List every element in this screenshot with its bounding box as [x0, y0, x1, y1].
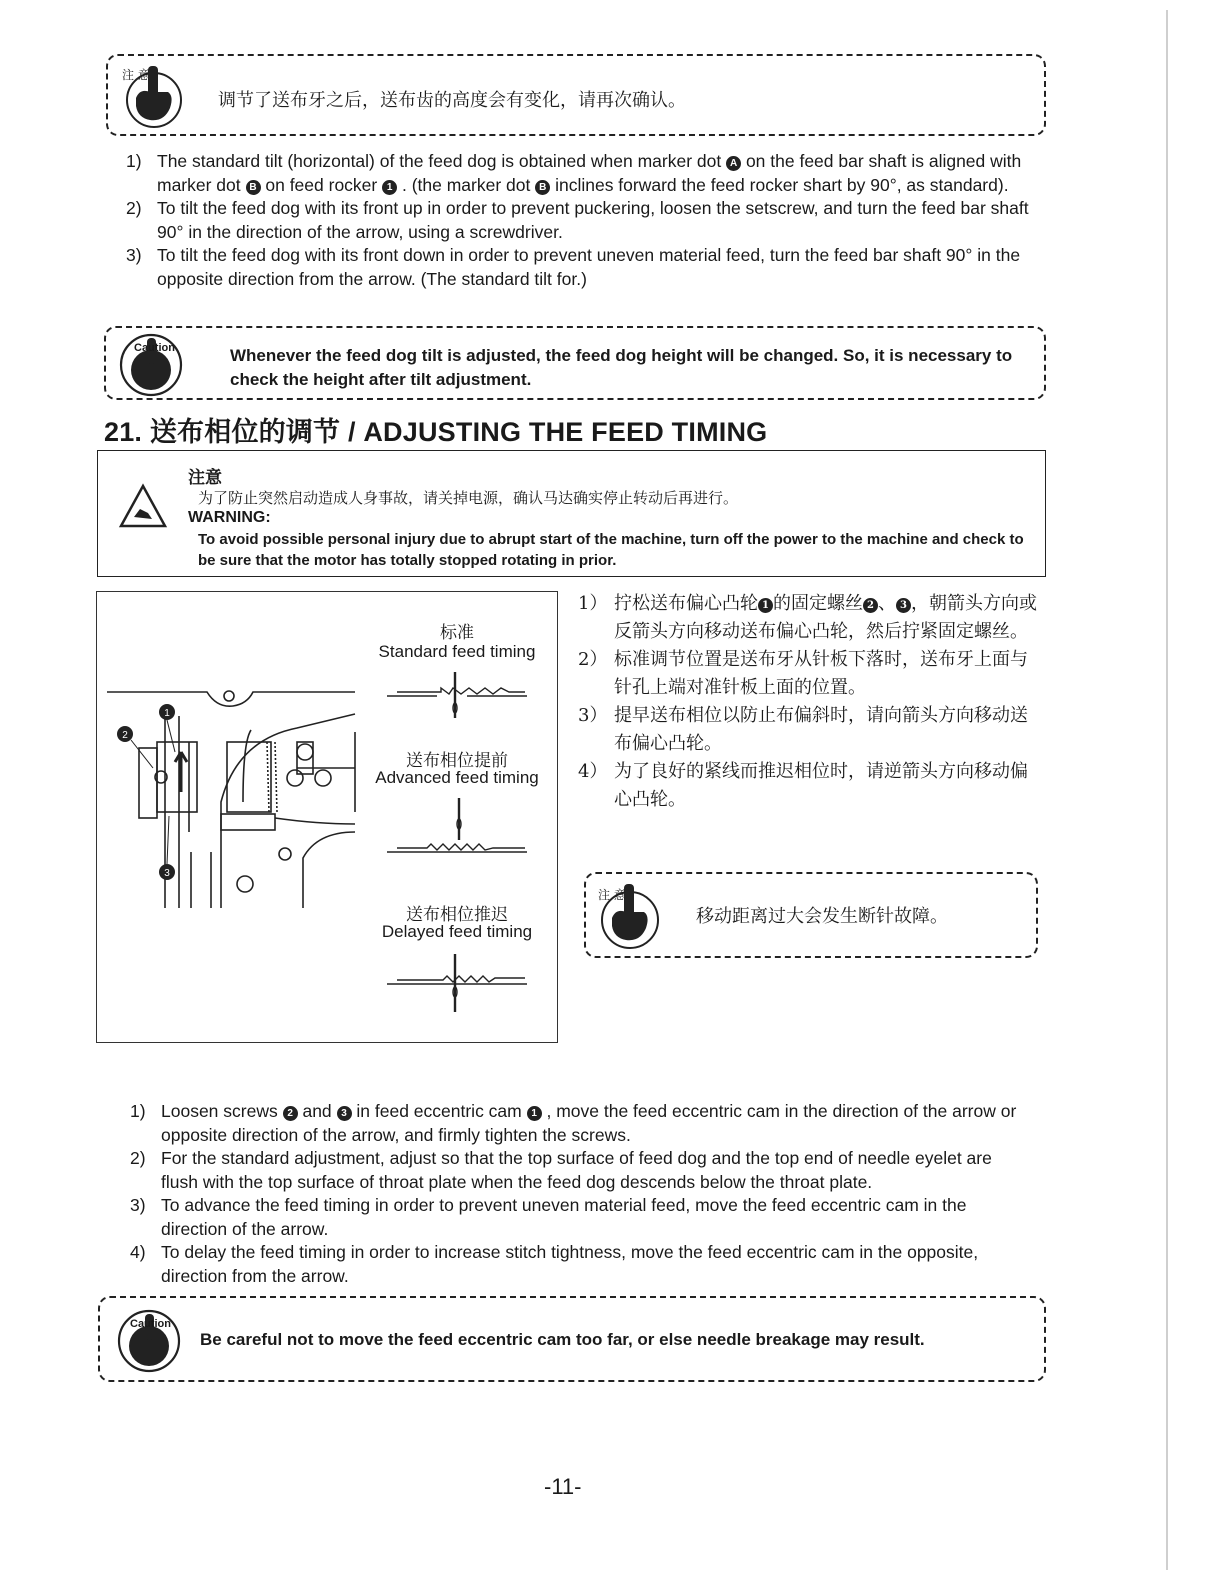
marker-1-badge: 1	[758, 598, 773, 613]
list-item: 2) For the standard adjustment, adjust so that the top surface of feed dog and the top end of needle eyelet are flush with the top surface of throat plate when the feed dog descends below the throat plate.	[130, 1148, 992, 1192]
section-number: 21.	[104, 417, 143, 447]
warning-title-en: WARNING:	[188, 509, 271, 526]
marker-b-badge: B	[535, 180, 550, 195]
list-item: 3） 提早送布相位以防止布偏斜时，请向箭头方向移动送布偏心凸轮。	[578, 705, 1028, 754]
standard-caption-cn: 标准	[440, 623, 474, 643]
tilt-steps-list	[126, 150, 1044, 291]
standard-caption-en: Standard feed timing	[378, 642, 536, 661]
warning-text-cn: 为了防止突然启动造成人身事故，请关掉电源，确认马达确实停止转动后再进行。	[198, 489, 739, 507]
list-item: 1) Loosen screws 2 and 3 in feed eccentric cam 1 , move the feed eccentric cam in the direction of the arrow or opposite direction of the arrow, and firmly tighten the screws.	[130, 1101, 1017, 1145]
list-item: 2） 标准调节位置是送布牙从针板下落时，送布牙上面与针孔上端对准针板上面的位置。	[578, 649, 1028, 698]
top-note-icon-label: 注 意	[122, 68, 150, 82]
delayed-caption-en: Delayed feed timing	[381, 922, 533, 941]
callout-2: 2	[122, 730, 128, 741]
feed-timing-figure	[96, 591, 558, 1043]
section-separator: /	[340, 417, 364, 447]
warning-text-en: To avoid possible personal injury due to abrupt start of the machine, turn off the power to the machine and check to be sure that the motor has totally stopped rotating in prior.	[198, 531, 1024, 569]
marker-3-badge: 3	[337, 1106, 352, 1121]
advanced-caption-cn: 送布相位提前	[406, 751, 508, 771]
advanced-caption-en: Advanced feed timing	[375, 768, 539, 787]
list-item: 3) To tilt the feed dog with its front down in order to prevent uneven material feed, turn the feed bar shaft 90° in the opposite direction from the arrow. (The standard tilt for.)	[126, 245, 1021, 289]
caution-icon-label: Caution	[134, 342, 175, 354]
top-note-box	[106, 54, 1046, 136]
callout-3: 3	[164, 868, 170, 879]
callout-1: 1	[164, 708, 170, 719]
caution-icon-label: Caution	[130, 1318, 171, 1330]
caution-box-2	[98, 1296, 1046, 1382]
section-heading	[104, 410, 767, 449]
warning-triangle-icon	[118, 483, 168, 529]
mid-note-icon-label: 注 意	[598, 888, 626, 902]
list-item: 1) The standard tilt (horizontal) of the feed dog is obtained when marker dot A on the feed bar shaft is aligned with marker dot B on feed rocker 1 . (the marker dot B inclines forward the feed rocker shart by 90°, as standard).	[126, 151, 1022, 195]
marker-b-badge: B	[246, 180, 261, 195]
list-item: 4) To delay the feed timing in order to increase stitch tightness, move the feed eccentric cam in the opposite, direction from the arrow.	[130, 1242, 979, 1286]
list-item: 3) To advance the feed timing in order to prevent uneven material feed, move the feed eccentric cam in the direction of the arrow.	[130, 1195, 967, 1239]
warning-title-cn: 注意	[188, 468, 222, 488]
en-steps-list	[130, 1100, 1030, 1288]
marker-3-badge: 3	[896, 598, 911, 613]
list-item: 2) To tilt the feed dog with its front up in order to prevent puckering, loosen the setscrew, and turn the feed bar shaft 90° in the direction of the arrow, using a screwdriver.	[126, 198, 1029, 242]
list-item: 4） 为了良好的紧线而推迟相位时，请逆箭头方向移动偏心凸轮。	[578, 761, 1028, 810]
mid-note-text: 移动距离过大会发生断针故障。	[696, 906, 948, 927]
page-edge-line	[1166, 10, 1168, 1570]
marker-2-badge: 2	[283, 1106, 298, 1121]
marker-1-badge: 1	[527, 1106, 542, 1121]
mid-note-box	[584, 872, 1038, 958]
list-item: 1） 拧松送布偏心凸轮 1 的固定螺丝 2 、 3 ，朝箭头方向或反箭头方向移动送布偏心凸轮，然后拧紧固定螺丝。	[578, 593, 1037, 642]
section-title-cn: 送布相位的调节	[149, 417, 341, 448]
caution-1-text: Whenever the feed dog tilt is adjusted, the feed dog height will be changed. So, it is necessary to check the height after tilt adjustment.	[230, 346, 1013, 389]
delayed-caption-cn: 送布相位推迟	[406, 905, 508, 925]
warning-box	[97, 450, 1046, 577]
section-title-en: ADJUSTING THE FEED TIMING	[363, 417, 768, 447]
marker-2-badge: 2	[863, 598, 878, 613]
page-number: -11-	[544, 1474, 582, 1499]
cn-steps-list	[578, 590, 1044, 814]
marker-a-badge: A	[726, 156, 741, 171]
caution-box-1	[104, 326, 1046, 400]
caution-2-text: Be careful not to move the feed eccentric cam too far, or else needle breakage may result.	[200, 1330, 925, 1349]
top-note-text: 调节了送布牙之后，送布齿的高度会有变化，请再次确认。	[218, 90, 686, 111]
marker-1-badge: 1	[382, 180, 397, 195]
